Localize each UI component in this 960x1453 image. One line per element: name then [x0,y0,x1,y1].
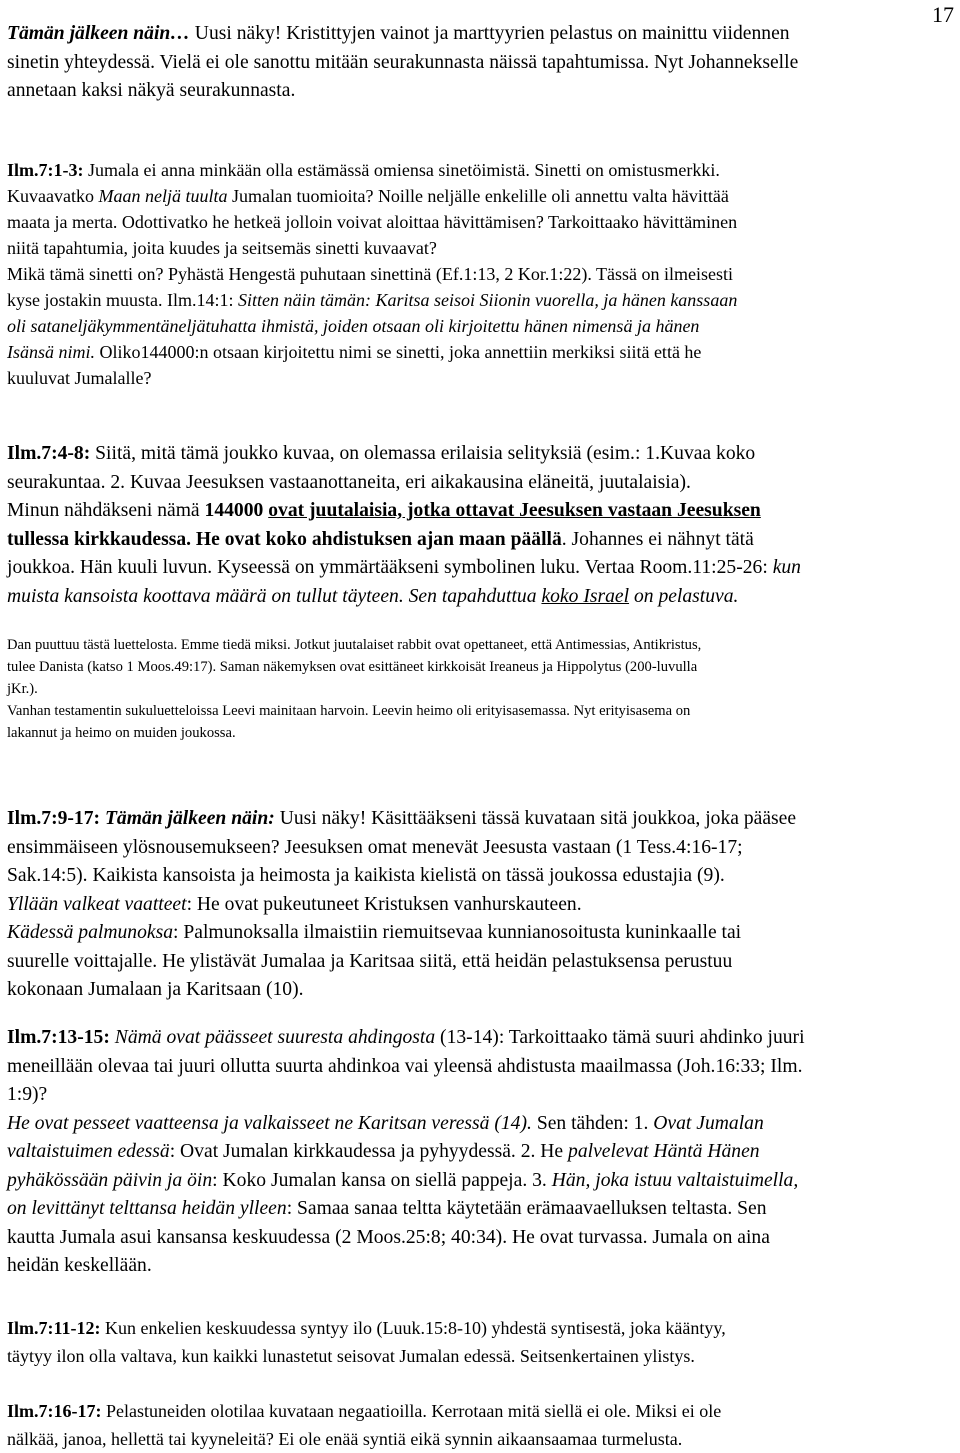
text-run: : Ovat Jumalan kirkkaudessa ja pyhyydessä. 2. He [169,1141,569,1162]
text-line [7,1053,957,1082]
text-run: ovat juutalaisia, jotka ottavat Jeesuksen vastaan Jeesuksen [268,500,761,521]
text-line [7,805,957,834]
text-line [7,440,957,469]
text-run: oli sataneljäkymmentäneljätuhatta ihmistä, joiden otsaan oli kirjoitettu hänen nimensä ja hänen [7,316,700,336]
text-run: Ilm.7:11-12: [7,1318,101,1338]
paragraph-ilm-7-9-17 [7,805,957,1005]
paragraph-ilm-7-16-17 [7,1397,957,1453]
text-line [7,1224,957,1253]
text-run: Kun enkelien keskuudessa syntyy ilo (Luuk.15:8-10) yhdestä syntisestä, joka kääntyy, [100,1318,726,1338]
text-run: Tämän jälkeen näin: [104,808,275,829]
text-line [7,209,957,235]
text-run: Dan puuttuu tästä luettelosta. Emme tiedä miksi. Jotkut juutalaiset rabbit ovat opettaneet, että Antimessias, Antikristus, [7,637,702,653]
text-line [7,722,957,744]
text-line [7,554,957,583]
paragraph-ilm-7-4-8 [7,440,957,611]
text-line [7,1110,957,1139]
text-line [7,1195,957,1224]
text-run: Sitten näin tämän: Karitsa seisoi Siionin vuorella, ja hänen kanssaan [238,290,738,310]
text-line [7,919,957,948]
text-run: He ovat pesseet vaatteensa ja valkaisseet ne Karitsan veressä (14). [7,1112,532,1134]
text-line [7,678,957,700]
text-run: kun [772,557,801,578]
text-run: Minun nähdäkseni nämä [7,500,205,521]
text-run: maata ja merta. Odottivatko he hetkeä jolloin voivat aloittaa hävittämisen? Tarkoittaako hävittäminen [7,212,738,232]
text-run: tullessa kirkkaudessa. He ovat koko ahdistuksen ajan maan päällä [7,528,562,550]
text-line [7,583,957,612]
text-run: pyhäkössään päivin ja öin [7,1169,213,1191]
text-run: heidän keskellään. [7,1255,152,1276]
text-run: Kuvaavatko [7,186,99,206]
text-run: Uusi näky! Käsittääkseni tässä kuvataan sitä joukkoa, joka pääsee [274,808,797,829]
text-run: sinetin yhteydessä. Vielä ei ole sanottu mitään seurakunnasta näissä tapahtumissa. Nyt Johannekselle [7,51,799,73]
text-run: Yllään valkeat vaatteet [7,893,187,915]
text-run: lakannut ja heimo on muiden joukossa. [7,725,236,741]
text-run: . Johannes ei nähnyt tätä [561,528,754,550]
text-line [7,157,957,183]
text-line [7,976,957,1005]
text-run: 1:9)? [7,1084,48,1105]
text-run: Oliko144000:n otsaan kirjoitettu nimi se sinetti, joka annettiin merkiksi siitä että he [95,342,702,362]
text-run: palvelevat Häntä Hänen [568,1141,760,1162]
text-run: kyse jostakin muusta. Ilm.14:1: [7,290,238,310]
text-run: : Samaa sanaa teltta käytetään erämaavaelluksen teltasta. Sen [286,1198,767,1219]
text-line [7,1252,957,1281]
text-run: Vanhan testamentin sukuluetteloissa Leevi mainitaan harvoin. Leevin heimo oli erityisasemassa. Nyt erityisasema on [7,703,691,719]
text-run: suurelle voittajalle. He ylistävät Jumalaa ja Karitsaa siitä, että heidän pelastuksensa perustuu [7,950,733,972]
text-run: Nämä ovat päässeet suuresta ahdingosta [114,1027,436,1048]
text-run: täytyy ilon olla valtava, kun kaikki lunastetut seisovat Jumalan edessä. Seitsenkertainen ylistys. [7,1346,695,1366]
paragraph-intro [7,20,957,106]
paragraph-ilm-7-11-12 [7,1314,957,1370]
text-run: Kädessä palmunoksa [7,922,174,943]
text-run: Ovat Jumalan [653,1112,764,1134]
text-run: ensimmäiseen ylösnousemukseen? Jeesuksen omat menevät Jeesusta vastaan (1 Tess.4:16-17; [7,836,743,858]
text-run: Sen tähden: 1. [531,1112,654,1134]
text-run: : Koko Jumalan kansa on siellä pappeja. 3. [212,1169,552,1191]
text-run: Jumala ei anna minkään olla estämässä omiensa sinetöimistä. Sinetti on omistusmerkki. [83,160,720,180]
text-run: Sak.14:5). Kaikista kansoista ja heimosta ja kaikista kielistä on tässä joukossa edustajia (9). [7,865,725,886]
text-run: kokonaan Jumalaan ja Karitsaan (10). [7,979,304,1000]
text-line [7,656,957,678]
text-line [7,891,957,920]
text-line [7,497,957,526]
text-line [7,1138,957,1167]
text-run: Ilm.7:1-3: [7,160,84,180]
text-run: Maan neljä tuulta [98,186,228,206]
text-line [7,634,957,656]
paragraph-ilm-7-1-3 [7,157,957,391]
text-run: : He ovat pukeutuneet Kristuksen vanhurskauteen. [186,893,582,915]
text-run: muista kansoista koottava määrä on tullut täyteen. Sen tapahduttua [7,585,542,607]
text-run: Ilm.7:13-15: [7,1027,110,1048]
text-run: (13-14): Tarkoittaako tämä suuri ahdinko juuri [435,1027,805,1048]
text-run: Uusi näky! Kristittyjen vainot ja marttyyrien pelastus on mainittu viidennen [189,23,790,44]
text-run: annetaan kaksi näkyä seurakunnasta. [7,80,296,101]
text-run: Hän, joka istuu valtaistuimella, [551,1169,799,1191]
text-run: Mikä tämä sinetti on? Pyhästä Hengestä puhutaan sinettinä (Ef.1:13, 2 Kor.1:22). Tässä on ilmeisesti [7,264,734,284]
text-run: niitä tapahtumia, joita kuudes ja seitsemäs sinetti kuvaavat? [7,238,437,258]
text-line [7,339,957,365]
text-run: Ilm.7:4-8: [7,443,91,464]
paragraph-ilm-7-13-15 [7,1024,957,1281]
text-run: on pelastuva. [629,585,739,607]
text-run: : Palmunoksalla ilmaistiin riemuitsevaa kunnianosoitusta kuninkaalle tai [173,922,742,943]
text-line [7,49,957,78]
text-run: Pelastuneiden olotilaa kuvataan negaatioilla. Kerrotaan mitä siellä ei ole. Miksi ei ole [101,1401,722,1421]
text-run: Tämän jälkeen näin… [7,23,190,44]
text-line [7,469,957,498]
text-line [7,365,957,391]
text-line [7,77,957,106]
text-line [7,526,957,555]
text-line [7,700,957,722]
text-run: kuuluvat Jumalalle? [7,368,152,388]
text-line [7,1314,957,1342]
text-run: Ilm.7:16-17: [7,1401,102,1421]
text-line [7,1081,957,1110]
text-line [7,20,957,49]
text-line [7,862,957,891]
text-line [7,1397,957,1425]
text-run: kautta Jumala asui kansansa keskuudessa (2 Moos.25:8; 40:34). He ovat turvassa. Jumala on aina [7,1226,770,1248]
text-line [7,313,957,339]
text-run: 144000 [204,500,269,521]
text-run: Isänsä nimi. [7,342,96,362]
text-line [7,1024,957,1053]
text-run: jKr.). [7,681,38,697]
note-dan-leevi [7,634,957,744]
text-run: nälkää, janoa, hellettä tai kyyneleitä? Ei ole enää syntiä eikä synnin aikaansaamaa turmelusta. [7,1429,683,1449]
text-line [7,1167,957,1196]
text-run: seurakuntaa. 2. Kuvaa Jeesuksen vastaanottaneita, eri aikakausina eläneitä, juutalaisia). [7,471,691,493]
text-run: Ilm.7:9-17: [7,808,105,829]
text-run: tulee Danista (katso 1 Moos.49:17). Saman näkemyksen ovat esittäneet kirkkoisät Ireaneus ja Hippolytus (200-luvulla [7,659,698,675]
text-line [7,1425,957,1453]
text-line [7,948,957,977]
page-number: 17 [932,2,954,27]
text-line [7,261,957,287]
text-run: on levittänyt telttansa heidän ylleen [7,1198,287,1219]
text-line [7,287,957,313]
text-run: koko Israel [541,585,630,607]
text-run: meneillään olevaa tai juuri ollutta suurta ahdinkoa vai yleensä ahdistusta maailmassa (Joh.16:33; Ilm. [7,1055,803,1077]
text-run: valtaistuimen edessä [7,1141,170,1162]
text-line [7,834,957,863]
text-run: Jumalan tuomioita? Noille neljälle enkelille oli annettu valta hävittää [227,186,729,206]
text-line [7,183,957,209]
text-run: joukkoa. Hän kuuli luvun. Kyseessä on ymmärtääkseni symbolinen luku. Vertaa Room.11:25-26: [7,557,773,578]
text-line [7,235,957,261]
text-line [7,1342,957,1370]
text-run: Siitä, mitä tämä joukko kuvaa, on olemassa erilaisia selityksiä (esim.: 1.Kuvaa koko [90,443,756,464]
